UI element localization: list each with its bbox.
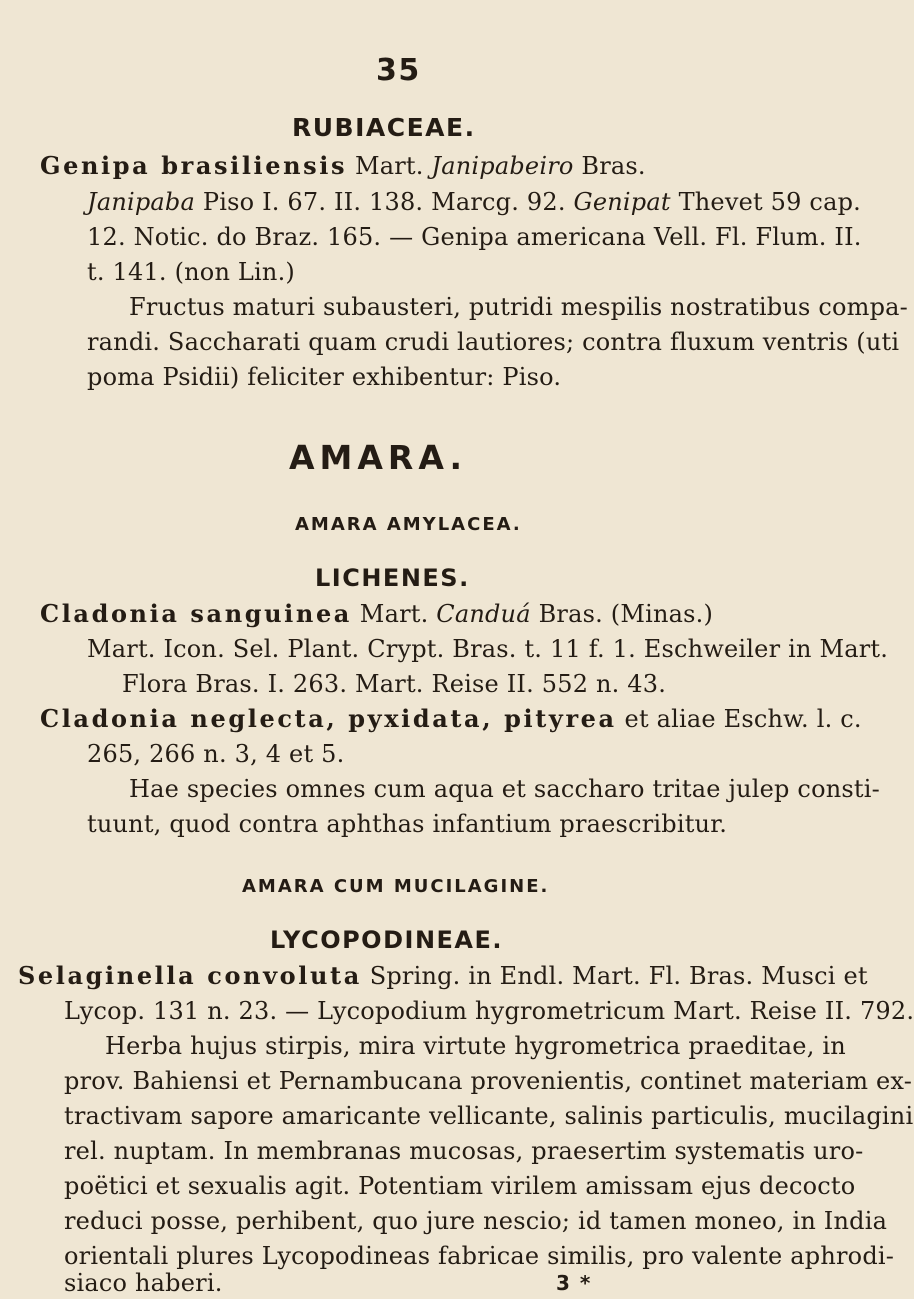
synonym-line: 12. Notic. do Braz. 165. — Genipa americana Vell. Fl. Flum. II. [87, 223, 862, 251]
vernacular-name: Janipabeiro [431, 152, 574, 180]
description-line: rel. nuptam. In membranas mucosas, praesertim systematis uro- [64, 1137, 864, 1165]
entry-text: Thevet 59 cap. [670, 188, 861, 216]
entry-text: Spring. in Endl. Mart. Fl. Bras. Musci et [361, 962, 868, 990]
section-heading-amara: AMARA. [289, 438, 468, 477]
reference-line: Flora Bras. I. 263. Mart. Reise II. 552 n. 43. [122, 670, 667, 698]
subheading-amara-amylacea: AMARA AMYLACEA. [295, 514, 522, 535]
description-line: poma Psidii) feliciter exhibentur: Piso. [87, 363, 562, 391]
reference-line: 265, 266 n. 3, 4 et 5. [87, 740, 345, 768]
description-line: poëtici et sexualis agit. Potentiam virilem amissam ejus decocto [64, 1172, 856, 1200]
entry-text: Mart. [347, 152, 432, 180]
selaginella-entry-line [18, 961, 868, 991]
synonym-line [87, 187, 861, 217]
subheading-amara-cum-mucilagine: AMARA CUM MUCILAGINE. [242, 876, 550, 897]
species-name: Genipa brasiliensis [40, 151, 348, 180]
synonym-line: t. 141. (non Lin.) [87, 258, 295, 286]
page-number: 35 [376, 53, 421, 88]
cladonia-entry-line [40, 704, 862, 734]
description-line: Herba hujus stirpis, mira virtute hygrometrica praeditae, in [105, 1032, 846, 1060]
description-line: tuunt, quod contra aphthas infantium praescribitur. [87, 810, 728, 838]
family-heading-lichenes: LICHENES. [315, 564, 470, 592]
signature-mark: 3 * [556, 1271, 592, 1295]
description-line: orientali plures Lycopodineas fabricae similis, pro valente aphrodi- [64, 1242, 895, 1270]
description-line: Fructus maturi subausteri, putridi mespilis nostratibus compa- [129, 293, 908, 321]
description-line: reduci posse, perhibent, quo jure nescio; id tamen moneo, in India [64, 1207, 888, 1235]
vernacular-name: Canduá [436, 600, 531, 628]
description-line: siaco haberi. [64, 1269, 223, 1297]
entry-text: Bras. [573, 152, 646, 180]
description-line: prov. Bahiensi et Pernambucana provenientis, continet materiam ex- [64, 1067, 913, 1095]
species-name: Selaginella convoluta [18, 961, 362, 990]
entry-text: Piso I. 67. II. 138. Marcg. 92. [195, 188, 574, 216]
cladonia-entry-line [40, 599, 713, 629]
family-heading-lycopodineae: LYCOPODINEAE. [270, 926, 504, 954]
species-name: Cladonia neglecta, pyxidata, pityrea [40, 704, 617, 733]
reference-line: Mart. Icon. Sel. Plant. Crypt. Bras. t. 11 f. 1. Eschweiler in Mart. [87, 635, 889, 663]
entry-text: et aliae Eschw. l. c. [616, 705, 862, 733]
synonym-line: Lycop. 131 n. 23. — Lycopodium hygrometricum Mart. Reise II. 792. [64, 997, 914, 1025]
section-heading-rubiaceae: RUBIACEAE. [292, 113, 476, 142]
entry-text: Bras. (Minas.) [530, 600, 714, 628]
description-line: Hae species omnes cum aqua et saccharo tritae julep consti- [129, 775, 880, 803]
vernacular-name: Janipaba [87, 188, 196, 216]
vernacular-name: Genipat [573, 188, 671, 216]
description-line: tractivam sapore amaricante vellicante, salinis particulis, mucilagini [64, 1102, 914, 1130]
genipa-entry-line [40, 151, 646, 181]
species-name: Cladonia sanguinea [40, 599, 352, 628]
entry-text: Mart. [351, 600, 437, 628]
description-line: randi. Saccharati quam crudi lautiores; contra fluxum ventris (uti [87, 328, 900, 356]
